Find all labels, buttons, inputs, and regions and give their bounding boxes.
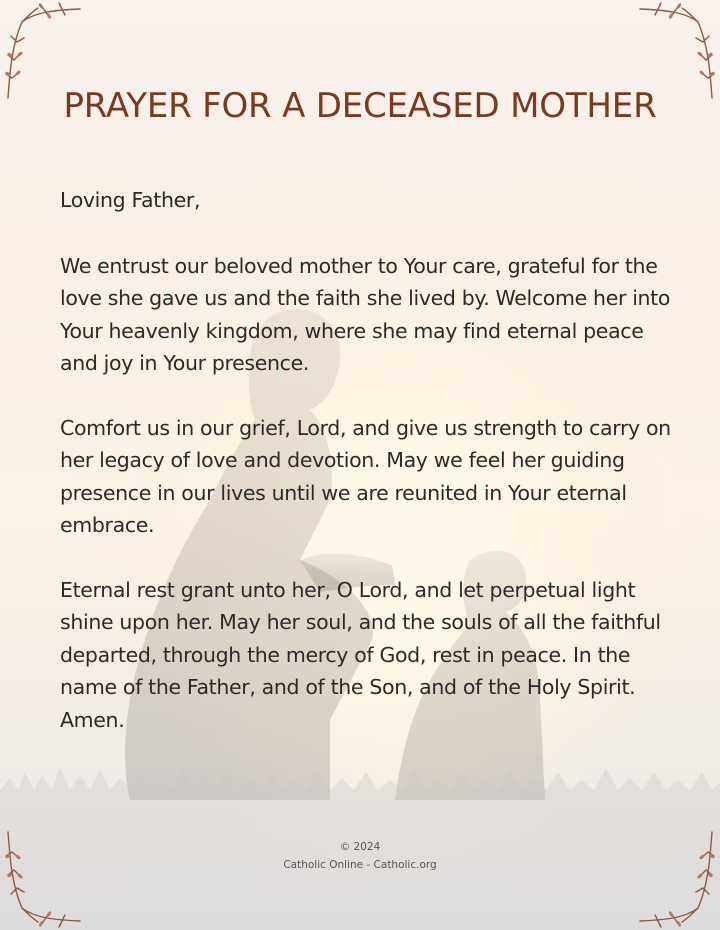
floral-corner-ornament-icon [0,820,110,930]
prayer-paragraph: Eternal rest grant unto her, O Lord, and let perpetual light shine upon her. May her soul, and the souls of all the faithful departed, through the mercy of God, rest in peace. In the name of the Father, and of the Son, and of the Holy Spirit. Amen. [60,577,661,732]
prayer-paragraph: Comfort us in our grief, Lord, and give us strength to carry on her legacy of love and devotion. May we feel her guiding presence in our lives until we are reunited in Your eternal embrace. [60,415,671,537]
prayer-salutation: Loving Father, [60,188,201,212]
prayer-body [60,184,680,768]
publisher-credit: Catholic Online - Catholic.org [283,859,437,871]
prayer-title: PRAYER FOR A DECEASED MOTHER [63,86,657,126]
floral-corner-ornament-icon [610,820,720,930]
prayer-paragraph: We entrust our beloved mother to Your care, grateful for the love she gave us and the faith she lived by. Welcome her into Your heavenly kingdom, where she may find eternal peace and joy in Your presence. [60,253,671,375]
copyright-notice: © 2024 [339,841,381,853]
